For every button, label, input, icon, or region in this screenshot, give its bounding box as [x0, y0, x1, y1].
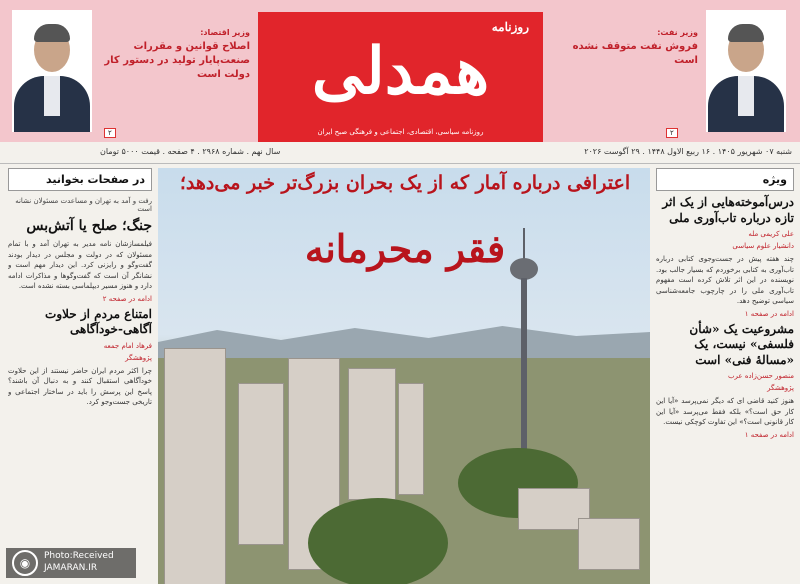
right-story1-continued[interactable]: ادامه در صفحه ۱: [744, 309, 794, 318]
right-column: [656, 168, 794, 584]
left-story2-author: فرهاد امام جمعه: [103, 341, 152, 350]
teaser-left-page-badge: ۲: [104, 128, 116, 138]
masthead: [0, 0, 800, 142]
right-story1-title[interactable]: درس‌آموخته‌هایی از یک اثر تازه درباره تاب‌آوری ملی: [662, 195, 794, 225]
teaser-left[interactable]: [100, 28, 250, 82]
milad-tower-shaft: [521, 278, 527, 468]
watermark-line2: JAMARAN.IR: [44, 563, 98, 573]
teaser-right-title: فروش نفت متوقف نشده است: [572, 41, 698, 66]
left-story1-title[interactable]: جنگ؛ صلح یا آتش‌بس: [26, 218, 152, 234]
left-story1-continued[interactable]: ادامه در صفحه ۲: [102, 294, 152, 303]
portrait-oil-minister: [706, 10, 786, 132]
issue-number: سال نهم . شماره ۲۹۶۸ . ۴ صفحه . قیمت ۵۰۰۰ تومان: [100, 147, 281, 156]
teaser-left-kicker: وزیر اقتصاد:: [200, 28, 250, 37]
left-story2-role: پژوهشگر: [125, 353, 152, 362]
teaser-right[interactable]: [548, 28, 698, 68]
right-story2-continued[interactable]: ادامه در صفحه ۱: [744, 430, 794, 439]
teaser-right-kicker: وزیر نفت:: [657, 28, 698, 37]
issue-date: شنبه ۰۷ شهریور ۱۴۰۵ . ۱۶ ربیع الاول ۱۴۴۸ . ۲۹ آگوست ۲۰۲۶: [584, 147, 792, 156]
left-column: [8, 168, 152, 584]
watermark-line1: Photo:Received: [44, 551, 114, 562]
logo-subtitle: روزنامه سیاسی، اقتصادی، اجتماعی و فرهنگی صبح ایران: [317, 128, 484, 136]
teaser-left-title: اصلاح قوانین و مقررات صنعت‌پایار تولید در دستور کار دولت است: [104, 41, 250, 80]
right-story2-title[interactable]: مشروعیت یک «شأن فلسفی» نیست، یک «مسالهٔ فنی» است: [689, 321, 794, 367]
right-story2-role: پژوهشگر: [767, 384, 794, 393]
right-story2-author: منصور حسن‌زاده عرب: [727, 372, 794, 381]
right-column-header: ویژه: [656, 168, 794, 191]
left-story1-kicker: رفت و آمد به تهران و مساعدت مسئولان نشانه است: [15, 197, 152, 213]
left-story2-text: چرا اکثر مردم ایران حاضر نیستند از این حلاوت خودآگاهی استقبال کنند و به دنبال آن باشند؟ پاسخ این پرسش را باید در ساختار اجتماعی و تاریخی جست‌وجو کرد.: [8, 366, 152, 407]
logo[interactable]: [258, 12, 543, 142]
left-story2-title[interactable]: امتناع مردم از حلاوت آگاهی-خودآگاهی: [45, 306, 152, 337]
right-story1-role: دانشیار علوم سیاسی: [732, 242, 794, 251]
camera-icon: ◉: [12, 550, 38, 576]
left-story1-text: فیلمسازشان نامه مدیر به تهران آمد و با تمام مسئولان که در دولت و مجلس در دیدار بودند گفت‌وگو و رایزنی کرد. این دیدار مهم است و نشانگر آن است که گفت‌وگوها و مذاکرات ادامه دارد و هنوز مسیر دیپلماسی بسته نشده است.: [8, 240, 152, 291]
logo-paper-label: روزنامه: [491, 20, 529, 34]
headline-main[interactable]: فقر محرمانه: [304, 226, 506, 271]
issue-info-strip: [0, 143, 800, 164]
teaser-right-page-badge: ۲: [666, 128, 678, 138]
headline-kicker[interactable]: اعترافی درباره آمار که از یک بحران بزرگ‌تر خبر می‌دهد؛: [179, 172, 631, 194]
logo-text: همدلی: [311, 34, 490, 109]
left-column-header: در صفحات بخوانید: [8, 168, 152, 191]
right-story2-text: هنوز کنید قاضی ای که دیگر نمی‌پرسد «آیا این کار حق است؟» بلکه فقط می‌پرسد «آیا این کار قانونی است؟» این تفاوت کوچکی نیست.: [656, 397, 794, 427]
right-story1-author: علی کریمی مله: [748, 230, 794, 239]
portrait-economy-minister: [12, 10, 92, 132]
right-story1-text: چند هفته پیش در جست‌وجوی کتابی درباره تاب‌آوری به کتابی برخوردم که بسیار جالب بود. نویسنده در این اثر تلاش کرده است مفهوم تاب‌آوری ملی را در چارچوب جامعه‌شناسی سیاسی توضیح دهد.: [656, 255, 794, 306]
photo-watermark: [6, 548, 136, 578]
